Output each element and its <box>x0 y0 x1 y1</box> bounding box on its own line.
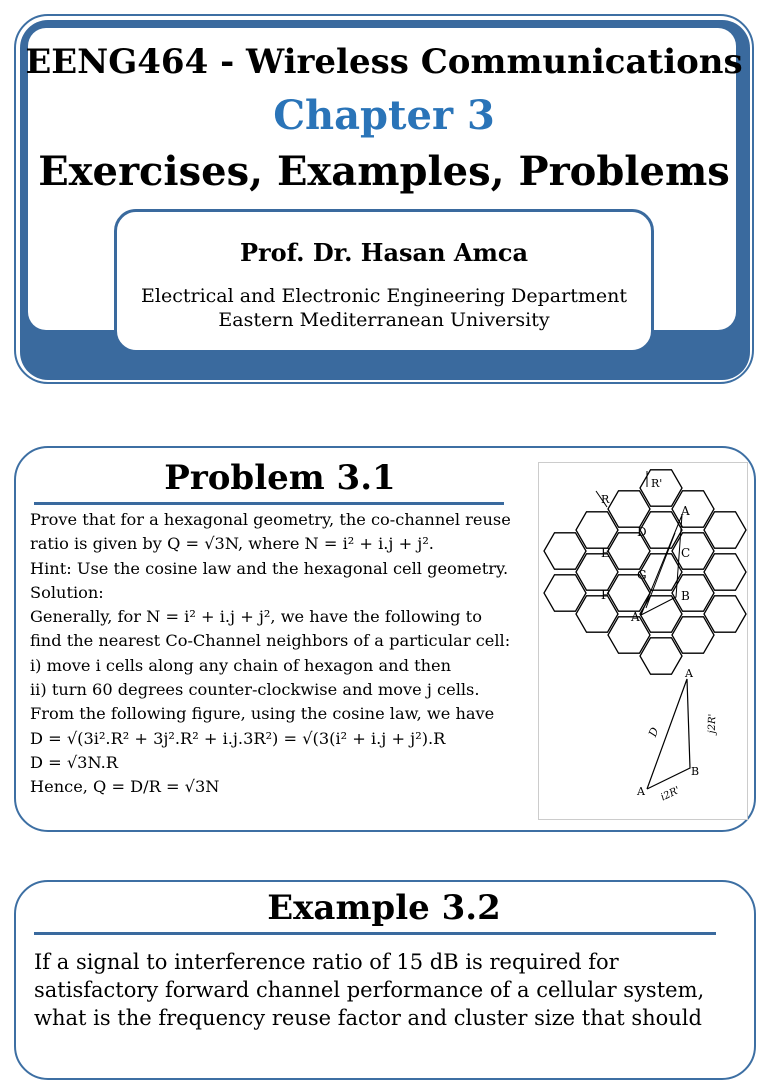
slide-subtitle: Exercises, Examples, Problems <box>38 148 730 195</box>
problem-line: From the following figure, using the cosine law, we have <box>30 704 495 724</box>
problem-line: ratio is given by Q = √3N, where N = i² + i.j + j². <box>30 534 434 554</box>
cell-label-a-top: A <box>681 504 690 518</box>
hexagon-cell <box>576 554 618 590</box>
problem-line: D = √(3i².R² + 3j².R² + i.j.3R²) = √(3(i² + i.j + j²).R <box>30 728 446 748</box>
hexagon-cell <box>672 617 714 653</box>
university-name: Eastern Mediterranean University <box>218 309 550 331</box>
triangle-label-a-bottom: A <box>637 785 645 798</box>
cell-label-e: E <box>601 546 610 560</box>
triangle-label-b: B <box>691 765 700 778</box>
hexagon-cell <box>704 512 746 548</box>
hexagon-cell <box>576 512 618 548</box>
department-name: Electrical and Electronic Engineering Department <box>141 285 627 307</box>
label-r-prime: R' <box>651 477 663 490</box>
affiliation <box>114 284 654 332</box>
hexagon-diagram <box>539 463 747 819</box>
hexagon-cell <box>544 533 586 569</box>
problem-line: Prove that for a hexagonal geometry, the co-channel reuse <box>30 510 511 529</box>
problem-line: Generally, for N = i² + i.j + j², we have the following to <box>30 607 482 627</box>
cell-label-c: C <box>681 546 691 560</box>
problem-line: find the nearest Co-Channel neighbors of a particular cell: <box>30 631 511 651</box>
triangle-label-d: D <box>646 725 662 739</box>
cell-label-d: D <box>637 525 647 539</box>
problem-line: ii) turn 60 degrees counter-clockwise and move j cells. <box>30 680 480 700</box>
problem-line: i) move i cells along any chain of hexagon and then <box>30 655 452 675</box>
problem-line: Solution: <box>30 582 104 602</box>
cell-label-g: G <box>637 568 647 582</box>
hexagon-cell <box>640 638 682 674</box>
problem-line: D = √3N.R <box>30 752 118 772</box>
cell-label-b: B <box>681 589 690 603</box>
example-line: If a signal to interference ratio of 15 dB is required for <box>34 950 619 974</box>
chapter-title: Chapter 3 <box>273 92 495 139</box>
triangle-label-i2r: i2R' <box>659 784 682 804</box>
hexagon-cell <box>608 491 650 527</box>
author-name: Prof. Dr. Hasan Amca <box>239 238 529 267</box>
example-line: what is the frequency reuse factor and cluster size that should <box>34 1006 702 1030</box>
example-title-rule <box>34 932 716 935</box>
problem-title: Problem 3.1 <box>164 458 396 498</box>
problem-line: Hint: Use the cosine law and the hexagonal cell geometry. <box>30 558 509 578</box>
example-title: Example 3.2 <box>267 888 501 928</box>
grid-triangle-segment <box>646 533 675 608</box>
example-line: satisfactory forward channel performance of a cellular system, <box>34 978 705 1002</box>
cell-label-a-bottom: A <box>631 610 640 624</box>
example-text <box>34 948 734 1032</box>
problem-title-rule <box>34 502 504 505</box>
course-title: EENG464 - Wireless Communications <box>25 42 743 82</box>
hexagon-cell <box>704 596 746 632</box>
triangle-label-j2r: j2R' <box>706 713 719 734</box>
cell-label-f: F <box>601 588 610 602</box>
hexagon-cell <box>704 554 746 590</box>
hexagon-cell <box>608 617 650 653</box>
label-r: R <box>601 493 610 506</box>
hexagon-cell <box>576 596 618 632</box>
hexagon-cell <box>544 575 586 611</box>
hexagon-cell <box>672 491 714 527</box>
triangle-label-a-top: A <box>685 667 693 680</box>
hexagon-cell <box>672 575 714 611</box>
problem-text <box>30 508 530 800</box>
hexagon-figure <box>538 462 748 820</box>
problem-line: Hence, Q = D/R = √3N <box>30 777 220 797</box>
